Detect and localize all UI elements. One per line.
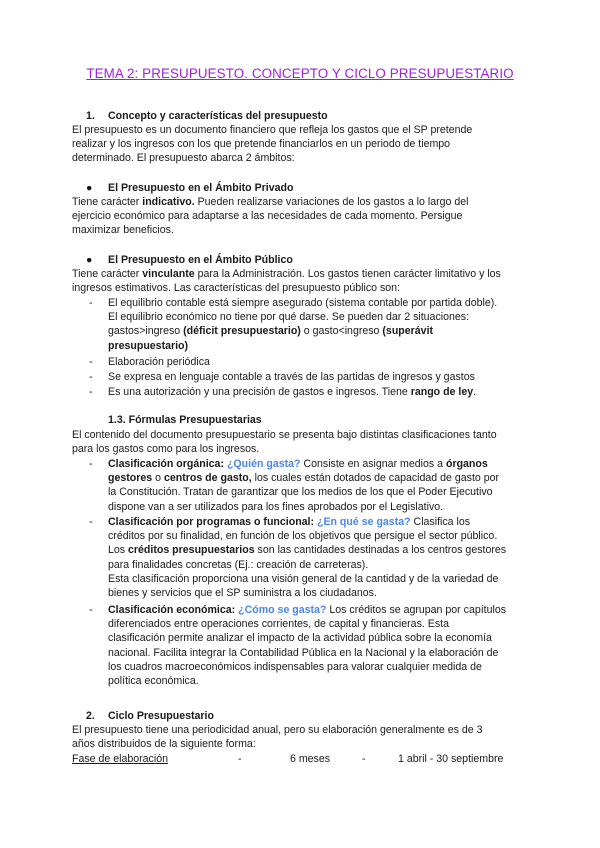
list-item-organica	[89, 457, 529, 514]
formulas-heading: 1.3. Fórmulas Presupuestarias	[108, 414, 262, 426]
paragraph-line: Tiene carácter vinculante para la Administración. Los gastos tienen carácter limitativo y los	[72, 268, 501, 280]
list-item	[89, 370, 529, 384]
dash-icon: -	[89, 371, 93, 383]
publico-heading	[86, 253, 293, 267]
paragraph-line: maximizar beneficios.	[72, 224, 174, 237]
list-item-text: Es una autorización y una precisión de gastos e ingresos. Tiene rango de ley.	[108, 386, 477, 398]
dash-icon: -	[89, 604, 93, 616]
paragraph-line: ingresos estimativos. Las características del presupuesto público son:	[72, 282, 400, 295]
list-item-text: Se expresa en lenguaje contable a través de las partidas de ingresos y gastos	[108, 371, 475, 383]
dash-icon: -	[89, 386, 93, 398]
paragraph-line: para los gastos como para los ingresos.	[72, 443, 260, 456]
privado-heading	[86, 181, 293, 195]
list-item	[89, 296, 529, 353]
section-1-title: Concepto y características del presupuesto	[108, 110, 328, 122]
phase-name: Fase de elaboración	[72, 753, 168, 765]
list-item-programas	[89, 515, 529, 600]
list-item	[89, 355, 529, 369]
publico-title: El Presupuesto en el Ámbito Público	[108, 254, 293, 266]
bullet-icon: ●	[86, 254, 93, 266]
paragraph-line: El contenido del documento presupuestario se presenta bajo distintas clasificaciones tanto	[72, 429, 497, 441]
section-1-paragraph	[72, 123, 532, 166]
phase-dates: 1 abril - 30 septiembre	[398, 753, 504, 765]
publico-paragraph	[72, 267, 532, 295]
section-2-number: 2.	[86, 710, 95, 722]
paragraph-line: El presupuesto tiene una periodicidad anual, pero su elaboración generalmente es de 3	[72, 724, 483, 736]
privado-title: El Presupuesto en el Ámbito Privado	[108, 182, 294, 194]
paragraph-line: ejercicio económico para adaptarse a las necesidades de cada momento. Persigue	[72, 210, 463, 223]
dash-icon: -	[89, 356, 93, 368]
paragraph-line: años distribuidos de la siguiente forma:	[72, 738, 256, 751]
paragraph-line: realizar y los ingresos con los que pretende financiarlos en un periodo de tiempo	[72, 138, 451, 151]
phase-duration: 6 meses	[290, 753, 331, 765]
formulas-paragraph	[72, 428, 532, 456]
dash-icon: -	[362, 753, 366, 765]
dash-icon: -	[238, 753, 242, 765]
document-title: TEMA 2: PRESUPUESTO. CONCEPTO Y CICLO PRESUPUESTARIO	[86, 66, 514, 81]
dash-icon: -	[89, 297, 93, 309]
list-item-economica	[89, 603, 529, 688]
paragraph-line: Tiene carácter indicativo. Pueden realizarse variaciones de los gastos a lo largo del	[72, 196, 469, 208]
paragraph-line: determinado. El presupuesto abarca 2 ámbitos:	[72, 152, 295, 165]
section-1-heading	[86, 109, 328, 123]
section-2-paragraph	[72, 723, 532, 751]
paragraph-line: El presupuesto es un documento financiero que refleja los gastos que el SP pretende	[72, 124, 473, 136]
bullet-icon: ●	[86, 182, 93, 194]
dash-icon: -	[89, 516, 93, 528]
list-item-text: Clasificación orgánica: ¿Quién gasta? Consiste en asignar medios a órganos gestores o centros de gasto, los cuales están dotados de capacidad de gasto por la Constitución. Tratan de garantizar que los medios de los que el Poder Ejecutivo dispone van a ser utilizados para los fines aprobados por el Legislativo.	[108, 458, 500, 513]
dash-icon: -	[89, 458, 93, 470]
list-item	[89, 385, 529, 399]
section-1-number: 1.	[86, 110, 95, 122]
list-item-text: Elaboración periódica	[108, 356, 210, 368]
list-item-text: Clasificación económica: ¿Cómo se gasta? Los créditos se agrupan por capítulos diferenciados entre operaciones corrientes, de capital y financieras. Esta clasificación permite analizar el impacto de la actividad pública sobre la economía nacional. Facilita integrar la Contabilidad Pública en la Nacional y la elaboración de los cuadros macroeconómicos indispensables para valorar cualquier medida de política económica.	[108, 604, 507, 688]
section-2-heading	[86, 709, 214, 723]
list-item-text: Clasificación por programas o funcional: ¿En qué se gasta? Clasifica los créditos por su finalidad, en función de los objetivos que persigue el sector público. Los créditos presupuestarios son las cantidades destinadas a los centros gestores para finalidades concretas (Ej.: creación de carreteras). Esta clasificación proporciona una visión general de la cantidad y de la variedad de bienes y servicios que el SP suministra a los ciudadanos.	[108, 516, 507, 600]
list-item-text: El equilibrio contable está siempre asegurado (sistema contable por partida doble). El equilibrio económico no tiene por qué darse. Se pueden dar 2 situaciones: gastos>ingreso (déficit presupuestario) o gasto<ingreso (superávit presupuestario)	[108, 297, 498, 352]
privado-paragraph	[72, 195, 532, 238]
section-2-title: Ciclo Presupuestario	[108, 710, 214, 722]
